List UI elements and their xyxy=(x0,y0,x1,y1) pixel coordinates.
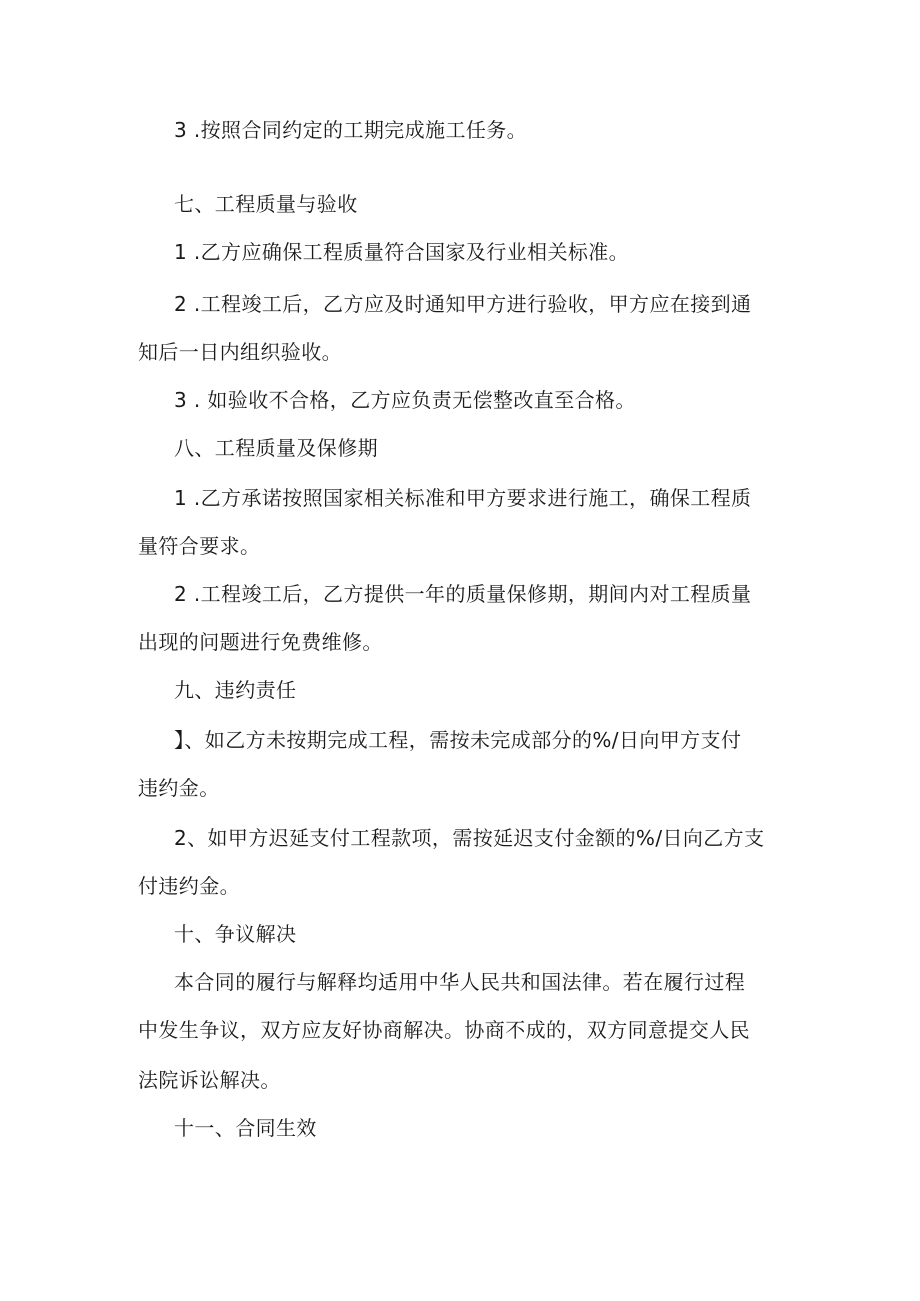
section-heading: 七、工程质量与验收 xyxy=(174,192,358,216)
list-item: 3 .按照合同约定的工期完成施工任务。 xyxy=(174,118,528,142)
list-item: 3 . 如验收不合格，乙方应负责无偿整改直至合格。 xyxy=(174,388,636,412)
paragraph-line: 本合同的履行与解释均适用中华人民共和国法律。若在履行过程 xyxy=(174,970,746,994)
list-item: 】、如乙方未按期完成工程，需按未完成部分的%/日向甲方支付 xyxy=(174,728,742,752)
paragraph-line: 中发生争议，双方应友好协商解决。协商不成的，双方同意提交人民 xyxy=(138,1018,750,1042)
list-item: 2 .工程竣工后，乙方应及时通知甲方进行验收，甲方应在接到通 xyxy=(174,292,752,316)
list-item-continuation: 违约金。 xyxy=(138,776,220,800)
list-item: 1 .乙方应确保工程质量符合国家及行业相关标准。 xyxy=(174,240,630,264)
section-heading: 十一、合同生效 xyxy=(174,1116,317,1140)
list-item: 2 .工程竣工后，乙方提供一年的质量保修期，期间内对工程质量 xyxy=(174,582,752,606)
list-item: 1 .乙方承诺按照国家相关标准和甲方要求进行施工，确保工程质 xyxy=(174,486,752,510)
paragraph-line: 法院诉讼解决。 xyxy=(138,1068,281,1092)
list-item-continuation: 付违约金。 xyxy=(138,874,240,898)
list-item-continuation: 出现的问题进行免费维修。 xyxy=(138,630,383,654)
section-heading: 八、工程质量及保修期 xyxy=(174,436,378,460)
list-item: 2、如甲方迟延支付工程款项，需按延迟支付金额的%/日向乙方支 xyxy=(174,826,765,850)
list-item-continuation: 量符合要求。 xyxy=(138,534,261,558)
section-heading: 九、违约责任 xyxy=(174,678,297,702)
section-heading: 十、争议解决 xyxy=(174,922,297,946)
list-item-continuation: 知后一日内组织验收。 xyxy=(138,340,342,364)
